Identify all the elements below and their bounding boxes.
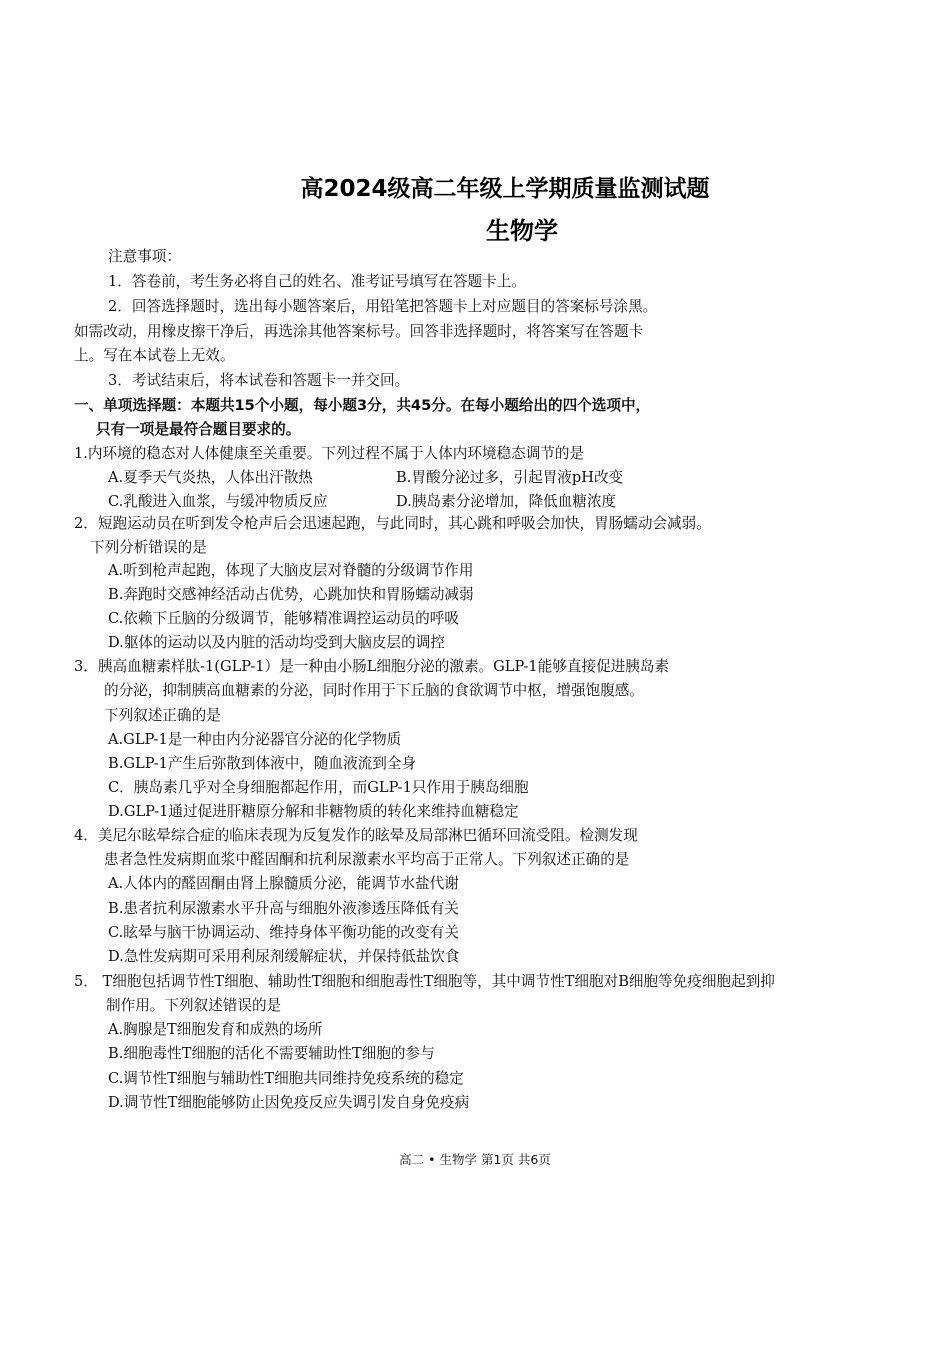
q2-option-d: D.躯体的运动以及内脏的活动均受到大脑皮层的调控 (108, 634, 445, 651)
q3-stem-line-3: 下列叙述正确的是 (104, 707, 221, 724)
q5-option-b: B.细胞毒性T细胞的活化不需要辅助性T细胞的参与 (108, 1045, 435, 1062)
q3-option-c: C．胰岛素几乎对全身细胞都起作用，而GLP-1只作用于胰岛细胞 (108, 779, 529, 796)
q3-option-b: B.GLP-1产生后弥散到体液中，随血液流到全身 (108, 755, 417, 772)
subject-title: 生物学 (486, 217, 558, 245)
q2-option-a: A.听到枪声起跑，体现了大脑皮层对脊髓的分级调节作用 (108, 562, 474, 579)
q4-stem-line-2: 患者急性发病期血浆中醛固酮和抗利尿激素水平均高于正常人。下列叙述正确的是 (104, 851, 630, 868)
q3-stem-line-1: 3．胰高血糖素样肽-1(GLP-1）是一种由小肠L细胞分泌的激素。GLP-1能够直接促进胰岛素 (74, 658, 670, 675)
notice-heading: 注意事项： (108, 248, 181, 265)
q1-stem: 1.内环境的稳态对人体健康至关重要。下列过程不属于人体内环境稳态调节的是 (74, 445, 585, 462)
q3-option-a: A.GLP-1是一种由内分泌器官分泌的化学物质 (108, 731, 402, 748)
page-footer: 高二 • 生物学 第1页 共6页 (399, 1152, 551, 1167)
q5-stem-line-1: 5． T细胞包括调节性T细胞、辅助性T细胞和细胞毒性T细胞等，其中调节性T细胞对B细胞等免疫细胞起到抑 (74, 973, 775, 990)
q2-stem-line-2: 下列分析错误的是 (90, 539, 207, 556)
q4-option-a: A.人体内的醛固酮由肾上腺髓质分泌，能调节水盐代谢 (108, 875, 459, 892)
q5-option-d: D.调节性T细胞能够防止因免疫反应失调引发自身免疫病 (108, 1094, 470, 1111)
notice-item-2-line-2: 如需改动，用橡皮擦干净后，再选涂其他答案标号。回答非选择题时，将答案写在答题卡 (74, 323, 644, 340)
notice-item-2-line-1: 2．回答选择题时，选出每小题答案后，用铅笔把答题卡上对应题目的答案标号涂黑。 (108, 298, 658, 315)
q1-option-d: D.胰岛素分泌增加，降低血糖浓度 (396, 493, 617, 510)
q3-option-d: D.GLP-1通过促进肝糖原分解和非糖物质的转化来维持血糖稳定 (108, 803, 519, 820)
q4-option-b: B.患者抗利尿激素水平升高与细胞外液渗透压降低有关 (108, 900, 460, 917)
q3-stem-line-2: 的分泌，抑制胰高血糖素的分泌，同时作用于下丘脑的食欲调节中枢，增强饱腹感。 (104, 682, 644, 699)
notice-item-1: 1．答卷前，考生务必将自己的姓名、准考证号填写在答题卡上。 (108, 273, 526, 290)
q1-option-c: C.乳酸进入血浆，与缓冲物质反应 (108, 493, 328, 510)
q4-option-c: C.眩晕与脑干协调运动、维持身体平衡功能的改变有关 (108, 924, 459, 941)
section-heading-line-2: 只有一项是最符合题目要求的。 (96, 421, 301, 438)
section-heading-line-1: 一、单项选择题：本题共15个小题，每小题3分，共45分。在每小题给出的四个选项中， (74, 397, 651, 414)
q2-option-b: B.奔跑时交感神经活动占优势，心跳加快和胃肠蠕动减弱 (108, 586, 474, 603)
q2-option-c: C.依赖下丘脑的分级调节，能够精准调控运动员的呼吸 (108, 610, 459, 627)
q5-option-a: A.胸腺是T细胞发育和成熟的场所 (108, 1021, 323, 1038)
q1-option-a: A.夏季天气炎热，人体出汗散热 (108, 469, 313, 486)
q2-stem-line-1: 2．短跑运动员在听到发令枪声后会迅速起跑，与此同时，其心跳和呼吸会加快，胃肠蠕动会减弱。 (74, 515, 711, 532)
notice-item-3: 3．考试结束后，将本试卷和答题卡一并交回。 (108, 372, 410, 389)
exam-title: 高2024级高二年级上学期质量监测试题 (300, 176, 710, 202)
notice-item-2-line-3: 上。写在本试卷上无效。 (74, 347, 235, 364)
q5-stem-line-2: 制作用。下列叙述错误的是 (106, 997, 282, 1014)
q4-option-d: D.急性发病期可采用利尿剂缓解症状，并保持低盐饮食 (108, 948, 460, 965)
q4-stem-line-1: 4．美尼尔眩晕综合症的临床表现为反复发作的眩晕及局部淋巴循环回流受阻。检测发现 (74, 827, 638, 844)
q5-option-c: C.调节性T细胞与辅助性T细胞共同维持免疫系统的稳定 (108, 1070, 464, 1087)
q1-option-b: B.胃酸分泌过多，引起胃液pH改变 (396, 469, 624, 486)
